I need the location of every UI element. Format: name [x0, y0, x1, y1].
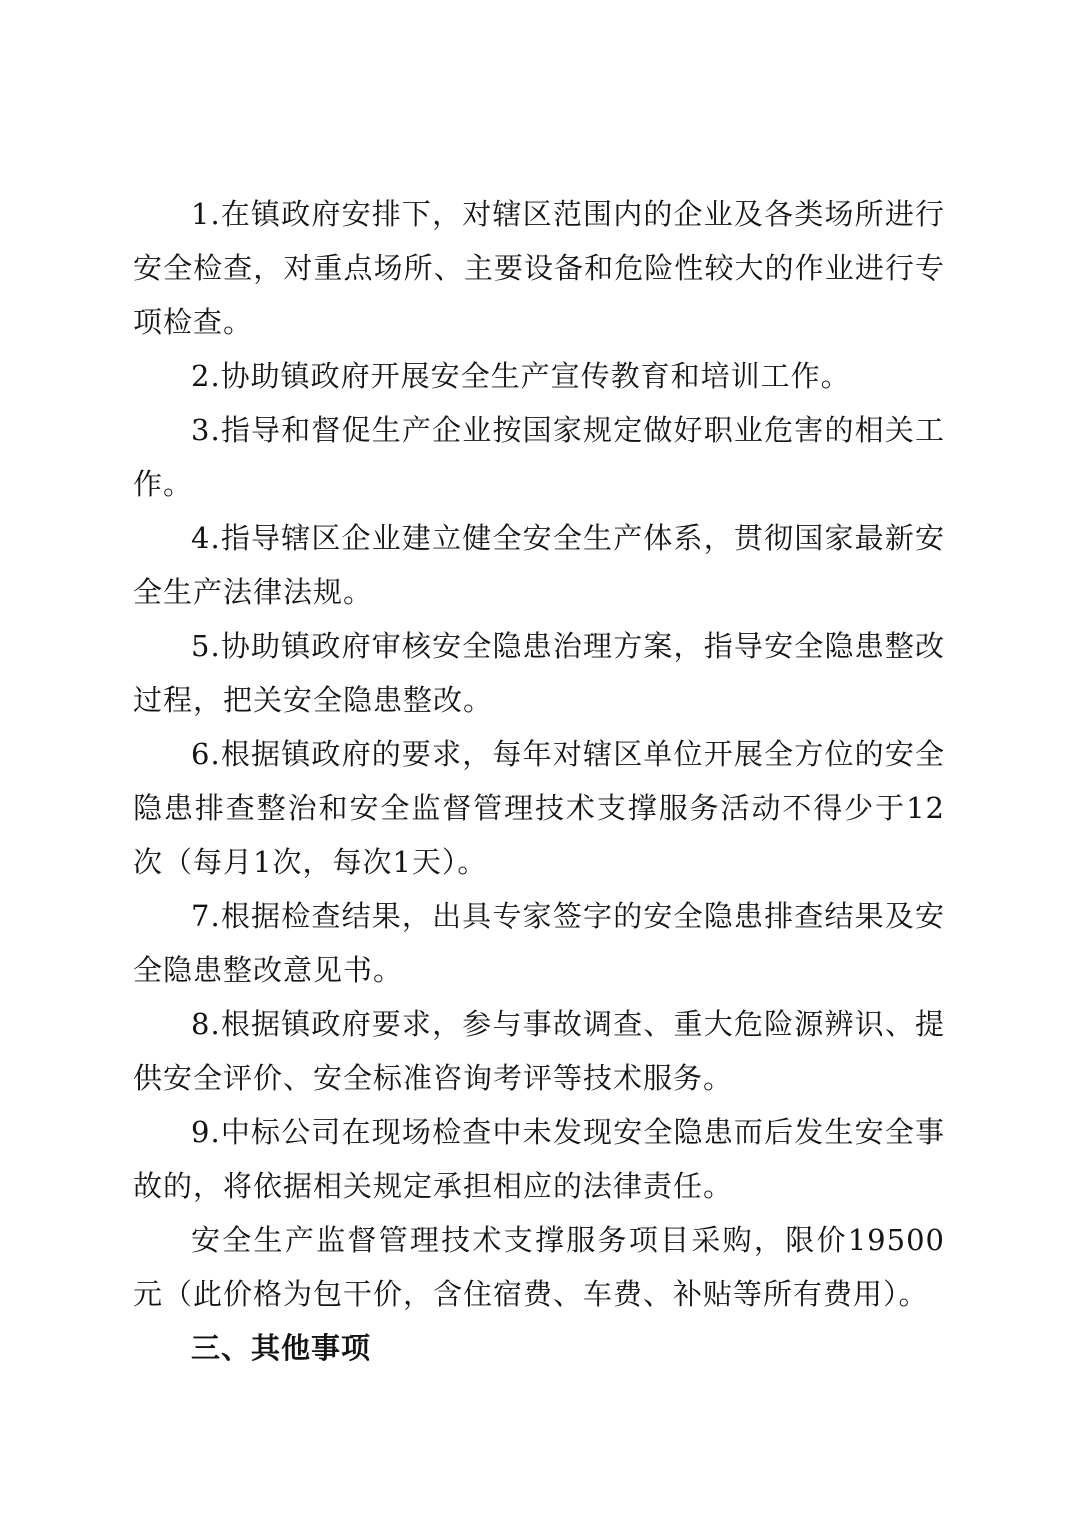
- paragraph-item-9: 9.中标公司在现场检查中未发现安全隐患而后发生安全事故的，将依据相关规定承担相应的法律责任。: [133, 1115, 945, 1203]
- document-body: [133, 187, 945, 1375]
- price-paragraph: 安全生产监督管理技术支撑服务项目采购，限价19500元（此价格为包干价，含住宿费、车费、补贴等所有费用）。: [133, 1223, 945, 1311]
- paragraph-item-5: 5.协助镇政府审核安全隐患治理方案，指导安全隐患整改过程，把关安全隐患整改。: [133, 629, 945, 717]
- paragraph-item-7: 7.根据检查结果，出具专家签字的安全隐患排查结果及安全隐患整改意见书。: [133, 899, 945, 987]
- paragraph-item-6: 6.根据镇政府的要求，每年对辖区单位开展全方位的安全隐患排查整治和安全监督管理技术支撑服务活动不得少于12次（每月1次，每次1天）。: [133, 737, 945, 879]
- paragraph-item-1: 1.在镇政府安排下，对辖区范围内的企业及各类场所进行安全检查，对重点场所、主要设备和危险性较大的作业进行专项检查。: [133, 197, 945, 339]
- paragraph-item-2: 2.协助镇政府开展安全生产宣传教育和培训工作。: [191, 359, 851, 393]
- paragraph-item-4: 4.指导辖区企业建立健全安全生产体系，贯彻国家最新安全生产法律法规。: [133, 521, 945, 609]
- section-heading: 三、其他事项: [191, 1331, 372, 1365]
- paragraph-item-8: 8.根据镇政府要求，参与事故调查、重大危险源辨识、提供安全评价、安全标准咨询考评等技术服务。: [133, 1007, 945, 1095]
- paragraph-item-3: 3.指导和督促生产企业按国家规定做好职业危害的相关工作。: [133, 413, 945, 501]
